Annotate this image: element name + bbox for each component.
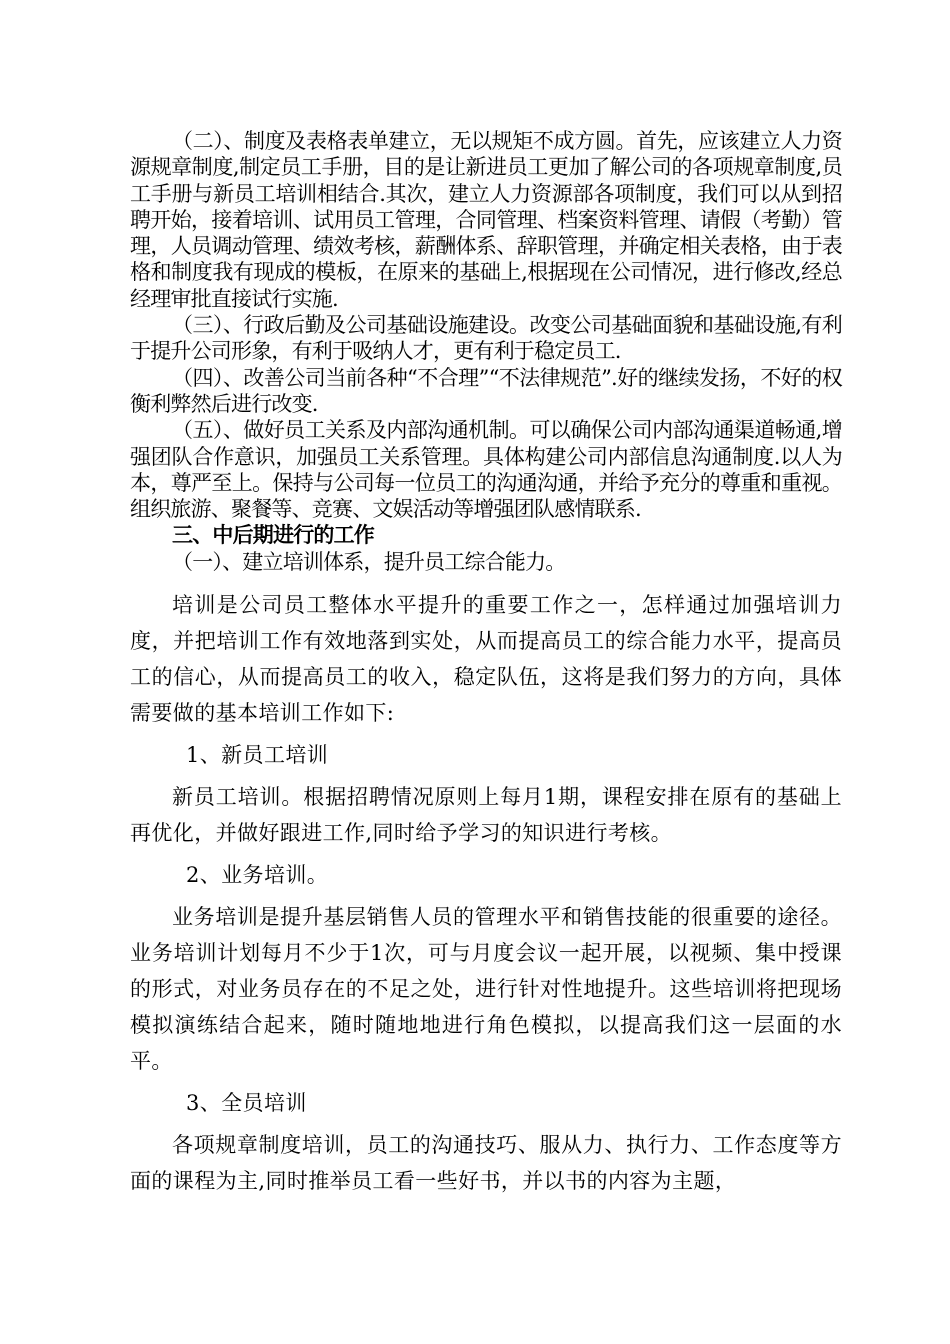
paragraph-employee-relations: （五）、做好员工关系及内部沟通机制。可以确保公司内部沟通渠道畅通,增强团队合作意识，加强员工关系管理。具体构建公司内部信息沟通制度.以人为本，尊严至上。保持与公司每一位员工的沟通沟通，并给予充分的尊重和重视。组织旅游、聚餐等、竞赛、文娱活动等增强团队感情联系. <box>130 418 842 522</box>
item-heading-all-staff-training: 3、全员培训 <box>186 1091 307 1116</box>
paragraph-admin-logistics: （三）、行政后勤及公司基础设施建设。改变公司基础面貌和基础设施,有利于提升公司形象，有利于吸纳人才，更有利于稳定员工. <box>130 313 842 364</box>
section-heading-later-stage: 三、中后期进行的工作 <box>172 522 374 548</box>
paragraph-improve-practices: （四）、改善公司当前各种“不合理”“不法律规范”.好的继续发扬，不好的权衡利弊然后进行改变. <box>130 365 842 416</box>
document-body <box>130 128 842 1199</box>
subheading-training-system: （一）、建立培训体系，提升员工综合能力。 <box>172 549 566 574</box>
paragraph-business-training: 业务培训是提升基层销售人员的管理水平和销售技能的很重要的途径。业务培训计划每月不少于1次，可与月度会议一起开展，以视频、集中授课的形式，对业务员存在的不足之处，进行针对性地提升。这些培训将把现场模拟演练结合起来，随时随地地进行角色模拟，以提高我们这一层面的水平。 <box>130 905 842 1074</box>
paragraph-training-intro: 培训是公司员工整体水平提升的重要工作之一，怎样通过加强培训力度，并把培训工作有效地落到实处，从而提高员工的综合能力水平，提高员工的信心，从而提高员工的收入，稳定队伍，这将是我们努力的方向，具体需要做的基本培训工作如下: <box>130 593 842 726</box>
paragraph-all-staff-training: 各项规章制度培训，员工的沟通技巧、服从力、执行力、工作态度等方面的课程为主,同时推举员工看一些好书，并以书的内容为主题， <box>130 1133 842 1194</box>
paragraph-new-employee-training: 新员工培训。根据招聘情况原则上每月1期，课程安排在原有的基础上再优化，并做好跟进工作,同时给予学习的知识进行考核。 <box>130 785 842 846</box>
item-heading-business-training: 2、业务培训。 <box>186 863 329 888</box>
paragraph-system-forms: （二）、制度及表格表单建立，无以规矩不成方圆。首先，应该建立人力资源规章制度,制定员工手册，目的是让新进员工更加了解公司的各项规章制度,员工手册与新员工培训相结合.其次，建立人力资源部各项制度，我们可以从到招聘开始，接着培训、试用员工管理，合同管理、档案资料管理、请假（考勤）管理，人员调动管理、绩效考核，薪酬体系、辞职管理，并确定相关表格，由于表格和制度我有现成的模板，在原来的基础上,根据现在公司情况，进行修改,经总经理审批直接试行实施. <box>130 129 842 311</box>
item-heading-new-employee-training: 1、新员工培训 <box>186 743 329 768</box>
